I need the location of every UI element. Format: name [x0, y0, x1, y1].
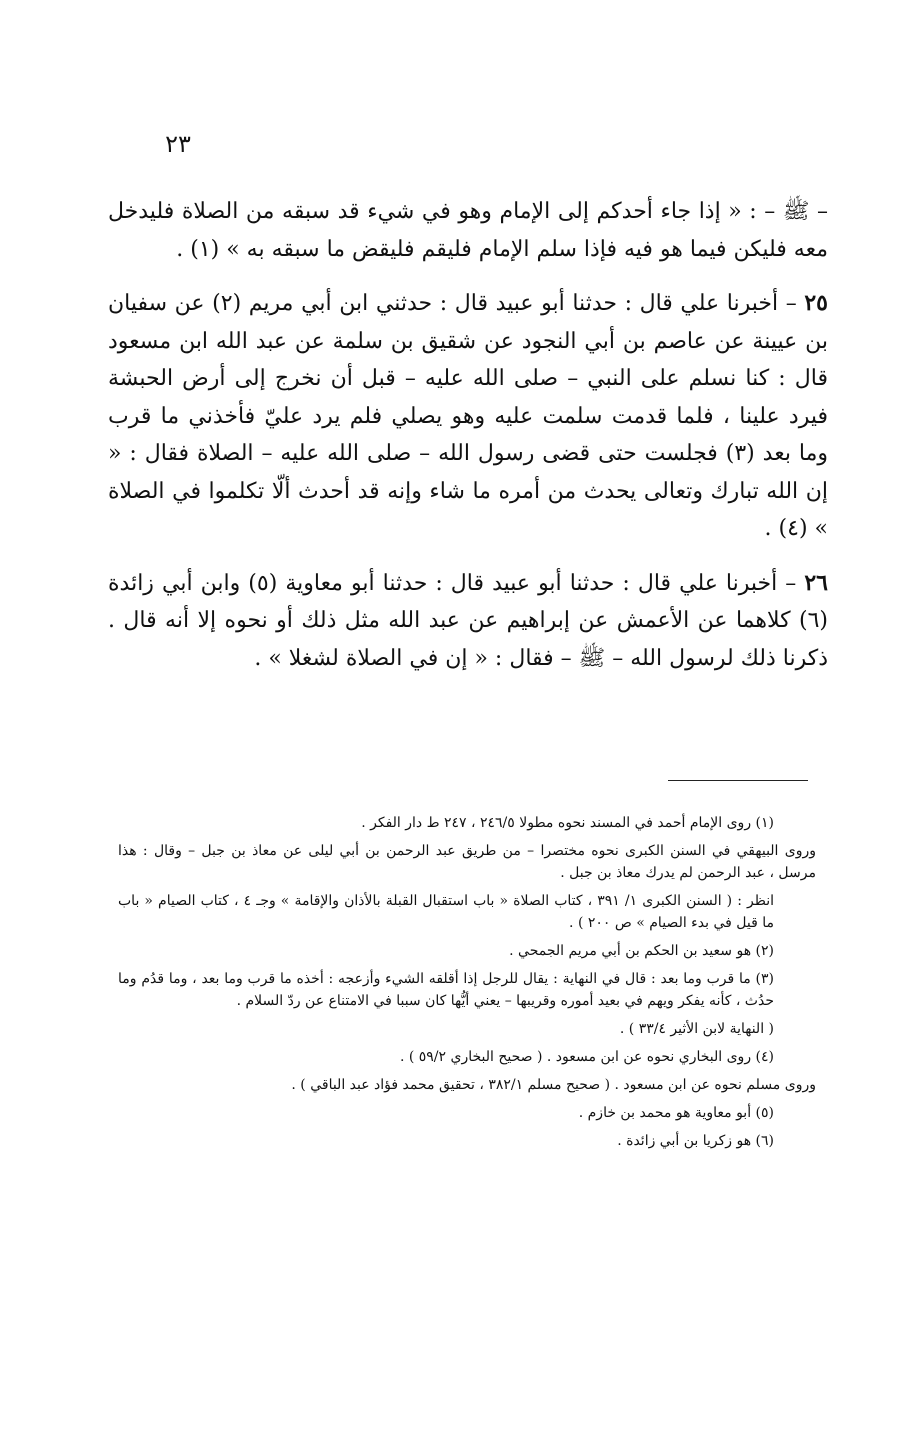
- paragraph-24-continuation: – ﷺ – : « إذا جاء أحدكم إلى الإمام وهو في شيء قد سبقه من الصلاة فليدخل معه فليكن فيما هو فيه فإذا سلم الإمام فليقم فليقض ما سبقه به » (١) .: [108, 199, 828, 262]
- footnote-separator: [668, 780, 808, 781]
- page-number: ٢٣: [165, 130, 191, 158]
- footnote-6: (٦) هو زكريا بن أبي زائدة .: [617, 1133, 774, 1149]
- footnotes: [118, 812, 816, 1158]
- paragraph-text: – أخبرنا علي قال : حدثنا أبو عبيد قال : حدثنا أبو معاوية (٥) وابن أبي زائدة (٦) كلاهما عن الأعمش عن إبراهيم عن عبد الله مثل ذلك أو نحوه إلا أنه قال . ذكرنا ذلك لرسول الله – ﷺ – فقال : « إن في الصلاة لشغلا » .: [108, 570, 828, 671]
- footnote-3-reference: ( النهاية لابن الأثير ٣٣/٤ ) .: [619, 1021, 774, 1037]
- paragraph-26: [108, 565, 828, 678]
- footnote-5: (٥) أبو معاوية هو محمد بن خازم .: [578, 1105, 774, 1121]
- footnote-1-reference: انظر : ( السنن الكبرى ١/ ٣٩١ ، كتاب الصلاة « باب استقبال القبلة بالأذان والإقامة » وجـ ٤ ، كتاب الصيام « باب ما قيل في بدء الصيام » ص ٢٠٠ ) .: [118, 893, 775, 931]
- hadith-number: ٢٦: [804, 569, 828, 596]
- hadith-number: ٢٥: [804, 290, 828, 316]
- footnote-1: (١) روى الإمام أحمد في المسند نحوه مطولا ٢٤٦/٥ ، ٢٤٧ ط دار الفكر .: [361, 815, 774, 831]
- footnote-2: (٢) هو سعيد بن الحكم بن أبي مريم الجمحي .: [509, 943, 774, 959]
- paragraph-text: – أخبرنا علي قال : حدثنا أبو عبيد قال : حدثني ابن أبي مريم (٢) عن سفيان بن عيينة عن عاصم بن أبي النجود عن شقيق بن سلمة عن عبد الله ابن مسعود قال : كنا نسلم على النبي – صلى الله عليه – قبل أن نخرج إلى أرض الحبشة فيرد علينا ، فلما قدمت سلمت عليه وهو يصلي فلم يرد عليّ فأخذني ما قرب وما بعد (٣) فجلست حتى قضى رسول الله – صلى الله عليه – الصلاة فقال : « إن الله تبارك وتعالى يحدث من أمره ما شاء وإنه قد أحدث ألّا تكلموا في الصلاة » (٤) .: [108, 291, 828, 541]
- main-text: [108, 193, 828, 694]
- footnote-4: (٤) روى البخاري نحوه عن ابن مسعود . ( صحيح البخاري ٥٩/٢ ) .: [399, 1049, 774, 1065]
- footnote-3: (٣) ما قرب وما بعد : قال في النهاية : يقال للرجل إذا أقلقه الشيء وأزعجه : أخذه ما قرب وما بعد ، وما قدُم وما حدُث ، كأنه يفكر ويهم في بعيد أموره وقريبها – يعني أيُّها كان سببا في الامتناع عن ردّ السلام .: [118, 971, 774, 1009]
- footnote-4-continuation: وروى مسلم نحوه عن ابن مسعود . ( صحيح مسلم ٣٨٢/١ ، تحقيق محمد فؤاد عبد الباقي ) .: [291, 1077, 816, 1093]
- footnote-1-continuation: وروى البيهقي في السنن الكبرى نحوه مختصرا – من طريق عبد الرحمن بن أبي ليلى عن معاذ بن جبل – وقال : هذا مرسل ، عبد الرحمن لم يدرك معاذ بن جبل .: [118, 843, 816, 881]
- paragraph-25: [108, 285, 828, 548]
